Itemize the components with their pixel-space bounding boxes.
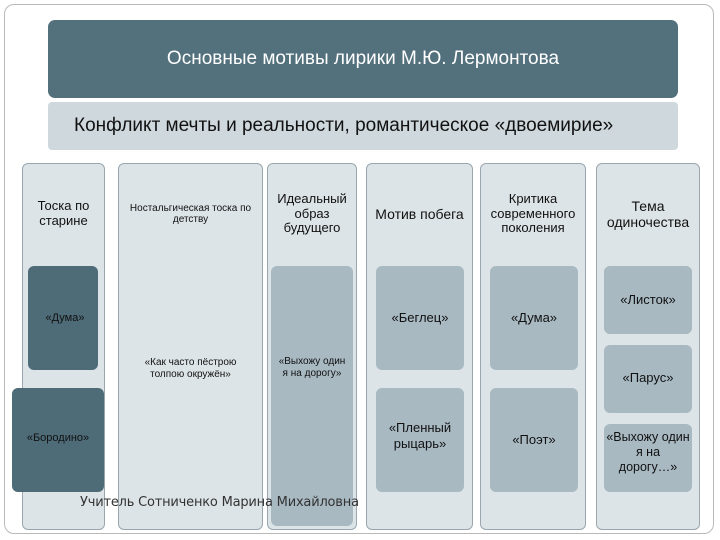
column-heading: Идеальный образ будущего [277,190,347,236]
author-footer: Учитель Сотниченко Марина Михайловна [80,495,359,510]
column-heading: Мотив побега [375,205,464,222]
poem-label: «Пленный рыцарь» [388,420,452,451]
poem-label: «Как часто пёстрою толпою окружён» [144,357,237,380]
concept-box [271,266,353,526]
poem-label: «Бородино» [26,432,90,444]
column-heading: Тоска по старине [37,198,90,228]
poem-label: «Выхожу один я на дорогу» [278,356,346,379]
poem-label: «Беглец» [391,310,449,325]
column-heading: Ностальгическая тоска по детству [129,202,252,225]
slide-subtitle: Конфликт мечты и реальности, романтическое «двоемирие» [48,102,678,150]
poem-label: «Листок» [620,292,676,307]
poem-label: «Выхожу один я на дорогу…» [606,430,690,474]
poem-label: «Парус» [622,370,674,385]
poem-label: «Дума» [510,310,558,325]
column-heading: Критика современного поколения [490,190,576,236]
slide-title: Основные мотивы лирики М.Ю. Лермонтова [48,20,678,98]
column-heading: Тема одиночества [606,197,690,230]
poem-label: «Поэт» [512,432,556,447]
poem-label: «Дума» [45,312,85,324]
